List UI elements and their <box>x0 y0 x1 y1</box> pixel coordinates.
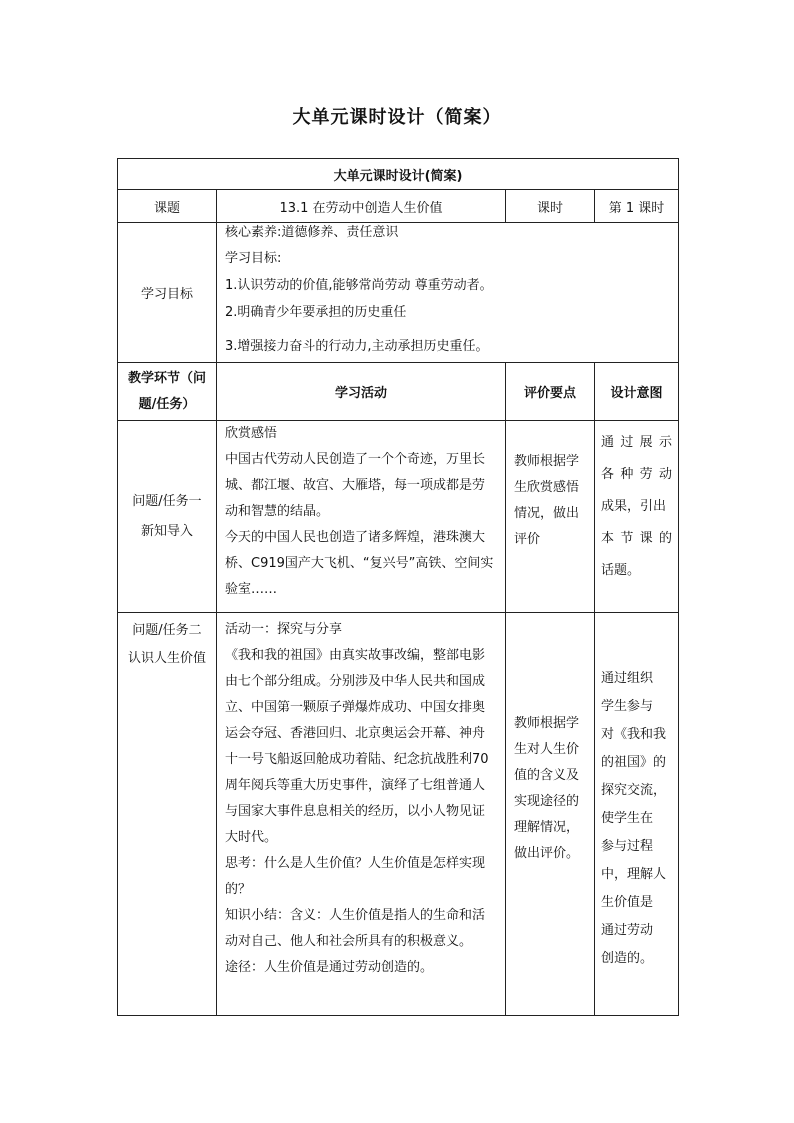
table-header-title: 大单元课时设计(简案) <box>118 159 679 190</box>
task2-activity-line: 途径：人生价值是通过劳动创造的。 <box>225 960 434 975</box>
goals-line: 3.增强接力奋斗的行动力,主动承担历史重任。 <box>225 339 489 354</box>
column-intent-header: 设计意图 <box>595 363 679 421</box>
goals-line: 核心素养:道德修养、责任意识 <box>225 225 399 240</box>
task1-activity-line: 验室…… <box>225 582 278 597</box>
task1-activity-line: 动和智慧的结晶。 <box>225 504 330 519</box>
hours-value: 第 1 课时 <box>595 190 679 223</box>
lesson-design-table <box>117 158 679 1016</box>
column-activity-header: 学习活动 <box>217 363 506 421</box>
task2-evaluation-line: 做出评价。 <box>514 846 580 861</box>
task1-intent <box>595 421 679 613</box>
task2-evaluation-line: 实现途径的 <box>514 794 580 809</box>
task2-name-line2: 认识人生价值 <box>127 651 206 666</box>
task2-intent-line: 参与过程 <box>601 839 654 854</box>
task1-evaluation-line: 情况，做出 <box>514 506 580 521</box>
task1-activity-line: 今天的中国人民也创造了诸多辉煌，港珠澳大 <box>225 530 486 545</box>
task2-activity-line: 运会夺冠、香港回归、北京奥运会开幕、神舟 <box>225 726 486 741</box>
task2-intent-line: 创造的。 <box>601 951 654 966</box>
task1-name-line2: 新知导入 <box>140 523 193 539</box>
task2-activity-line: 的？ <box>225 882 252 897</box>
task2-evaluation-line: 生对人生价 <box>514 742 580 757</box>
task2-intent-line: 通过组织 <box>601 671 654 686</box>
task1-intent-line: 成果，引出 <box>601 499 667 514</box>
task2-evaluation-line: 理解情况， <box>514 820 580 835</box>
task2-name <box>118 613 217 1016</box>
task2-name-line1: 问题/任务二 <box>132 623 202 638</box>
topic-value: 13.1 在劳动中创造人生价值 <box>217 190 506 223</box>
task1-activity-line: 桥、C919国产大飞机、“复兴号”高铁、空间实 <box>225 556 494 571</box>
task2-row <box>118 613 679 1016</box>
task2-intent-line: 的祖国》的 <box>601 755 667 770</box>
columns-header-row <box>118 363 679 421</box>
topic-row <box>118 190 679 223</box>
task2-activity <box>217 613 506 1016</box>
column-evaluation-header: 评价要点 <box>506 363 595 421</box>
task2-intent-line: 通过劳动 <box>601 923 654 938</box>
task2-intent-line: 对《我和我 <box>601 727 667 742</box>
task2-activity-line: 由七个部分组成。分别涉及中华人民共和国成 <box>225 674 486 689</box>
hours-label: 课时 <box>506 190 595 223</box>
goals-line: 学习目标: <box>225 251 282 266</box>
goals-line: 1.认识劳动的价值,能够常尚劳动 尊重劳动者。 <box>225 278 493 293</box>
task2-activity-line: 十一号飞船返回舱成功着陆、纪念抗战胜利70 <box>225 752 489 767</box>
task2-intent-line: 生价值是 <box>601 895 654 910</box>
task2-activity-line: 《我和我的祖国》由真实故事改编，整部电影 <box>225 648 486 663</box>
task2-activity-line: 与国家大事件息息相关的经历，以小人物见证 <box>225 804 486 819</box>
column-stage-header <box>118 363 217 421</box>
task1-evaluation <box>506 421 595 613</box>
task1-evaluation-line: 评价 <box>514 532 541 547</box>
goals-line: 2.明确青少年要承担的历史重任 <box>225 305 407 320</box>
task1-activity <box>217 421 506 613</box>
task1-activity-line: 城、都江堰、故宫、大雁塔，每一项成都是劳 <box>225 478 486 493</box>
column-stage-header-line2: 题/任务） <box>138 396 196 412</box>
task1-name <box>118 421 217 613</box>
task2-activity-line: 动对自己、他人和社会所具有的积极意义。 <box>225 934 473 949</box>
table-header-row <box>118 159 679 190</box>
topic-label: 课题 <box>118 190 217 223</box>
task2-activity-line: 思考：什么是人生价值？人生价值是怎样实现 <box>225 856 486 871</box>
task2-intent-line: 使学生在 <box>601 811 654 826</box>
task2-intent <box>595 613 679 1016</box>
task2-intent-line: 学生参与 <box>601 699 654 714</box>
task1-row <box>118 421 679 613</box>
task1-evaluation-line: 生欣赏感悟 <box>514 480 580 495</box>
goals-row <box>118 223 679 363</box>
goals-label: 学习目标 <box>118 223 217 363</box>
task2-activity-line: 大时代。 <box>225 830 278 845</box>
task1-intent-line: 通过展示 <box>601 435 673 450</box>
task2-intent-line: 中，理解人 <box>601 867 667 882</box>
goals-content <box>217 223 679 363</box>
task2-activity-line: 立、中国第一颗原子弹爆炸成功、中国女排奥 <box>225 700 486 715</box>
task2-evaluation-line: 教师根据学 <box>514 716 580 731</box>
document-title: 大单元课时设计（简案） <box>292 107 502 128</box>
task2-intent-line: 探究交流， <box>601 783 667 798</box>
task1-intent-line: 本节课的 <box>601 531 673 546</box>
task2-activity-line: 知识小结：含义：人生价值是指人的生命和活 <box>225 908 486 923</box>
task1-activity-line: 欣赏感悟 <box>225 426 278 441</box>
task2-evaluation-line: 值的含义及 <box>514 768 580 783</box>
task2-activity-line: 周年阅兵等重大历史事件，演绎了七组普通人 <box>225 778 486 793</box>
task1-name-line1: 问题/任务一 <box>132 493 202 509</box>
task1-intent-line: 各种劳动 <box>601 467 673 482</box>
task1-evaluation-line: 教师根据学 <box>514 454 580 469</box>
task1-intent-line: 话题。 <box>601 563 641 578</box>
task2-activity-line: 活动一：探究与分享 <box>225 622 343 637</box>
task1-activity-line: 中国古代劳动人民创造了一个个奇迹，万里长 <box>225 452 486 467</box>
task2-evaluation <box>506 613 595 1016</box>
column-stage-header-line1: 教学环节（问 <box>127 370 206 386</box>
